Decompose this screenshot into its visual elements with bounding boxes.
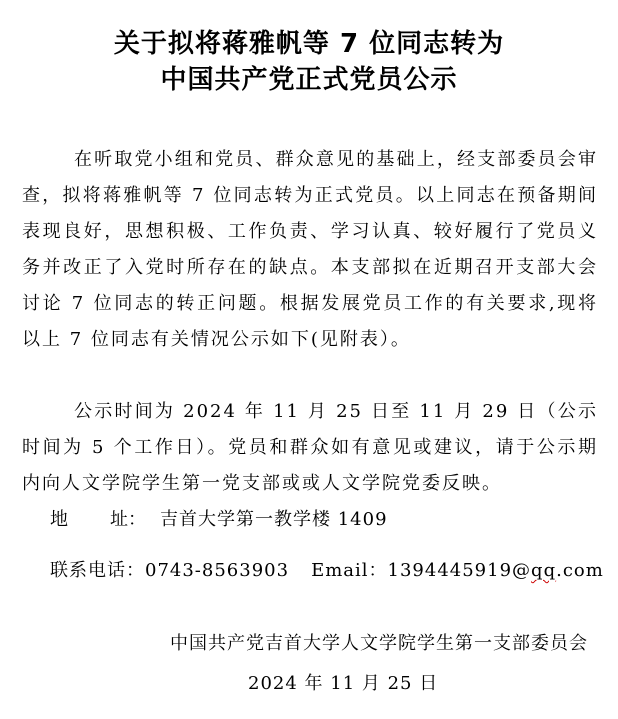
phone-number: 0743-8563903 [145,560,290,581]
email-user: 1394445919@ [387,560,532,581]
phone-label: 联系电话： [50,560,145,581]
address-value: 吉首大学第一教学楼 1409 [160,509,388,530]
signature-date: 2024 年 11 月 25 日 [248,673,439,694]
address-line [50,502,388,538]
contact-line [50,553,604,589]
paragraph-2: 公示时间为 2024 年 11 月 25 日至 11 月 29 日（公示时间为 5 个工作日）。党员和群众如有意见或建议，请于公示期内向人文学院学生第一党支部或或人文学院党委反映。 [22,401,598,494]
address-label-char2: 址： [110,509,146,530]
paragraph-1: 在听取党小组和党员、群众意见的基础上，经支部委员会审查，拟将蒋雅帆等 7 位同志转为正式党员。以上同志在预备期间表现良好，思想积极、工作负责、学习认真、较好履行了党员义务并改正了入党时所存在的缺点。本支部拟在近期召开支部大会讨论 7 位同志的转正问题。根据发展党员工作的有关要求,现将以上 7 位同志有关情况公示如下(见附表）。 [22,149,598,350]
title-line-1: 关于拟将蒋雅帆等 7 位同志转为 [113,29,505,59]
signature-organization: 中国共产党吉首大学人文学院学生第一支部委员会 [170,633,588,654]
title-line-2: 中国共产党正式党员公示 [160,65,458,95]
email-domain: qq [531,560,557,581]
address-label-char1: 地 [50,509,68,530]
email-label: Email： [311,560,388,581]
email-tld: .com [556,560,604,581]
address-label [50,502,160,538]
